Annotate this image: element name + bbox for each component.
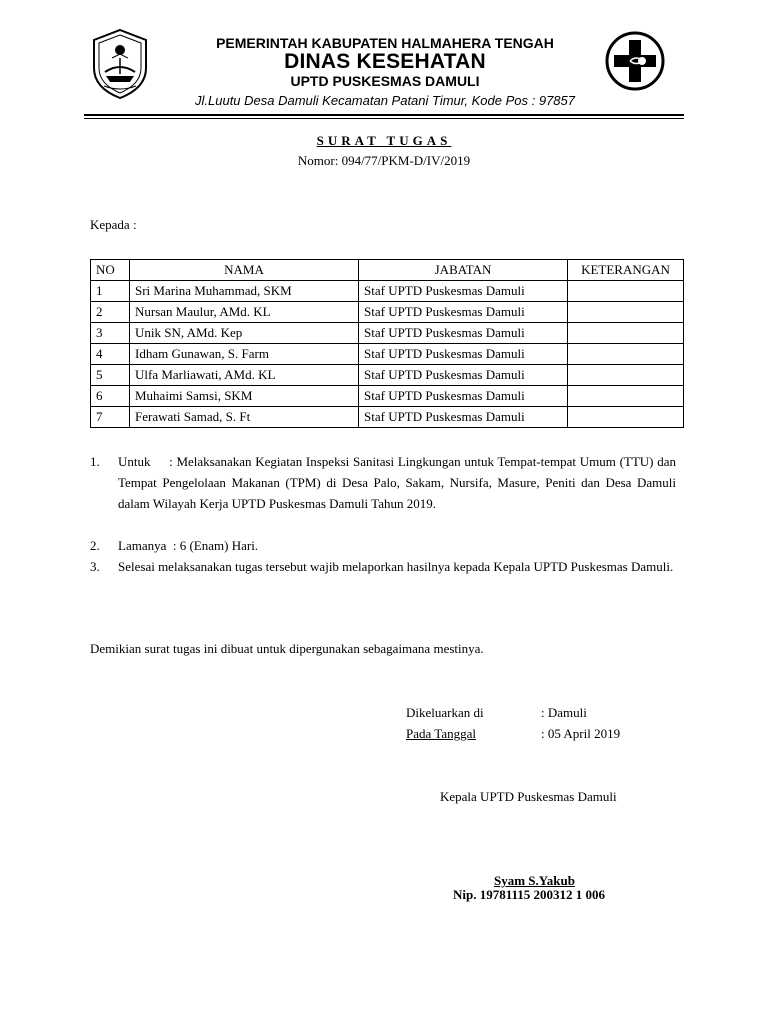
cell-jabatan: Staf UPTD Puskesmas Damuli bbox=[359, 344, 568, 365]
cell-keterangan bbox=[568, 323, 684, 344]
header-keterangan: KETERANGAN bbox=[568, 260, 684, 281]
cell-keterangan bbox=[568, 365, 684, 386]
list-item-number: 2. bbox=[90, 538, 100, 553]
list-item-text: Untuk : Melaksanakan Kegiatan Inspeksi Sanitasi Lingkungan untuk Tempat-tempat Umum (TTU) dan Tempat Pengelolaan Makanan (TPM) di Desa Palo, Sakam, Nursifa, Masure, Peniti dan Desa Damuli dalam Wilayah Kerja UPTD Puskesmas Damuli Tahun 2019. bbox=[118, 454, 680, 511]
cell-no: 1 bbox=[91, 281, 130, 302]
signer-nip: Nip. 19781115 200312 1 006 bbox=[453, 887, 606, 902]
table-header-row bbox=[91, 260, 684, 281]
header-nama: NAMA bbox=[130, 260, 359, 281]
letterhead-government: PEMERINTAH KABUPATEN HALMAHERA TENGAH bbox=[216, 35, 554, 51]
staff-table bbox=[90, 259, 684, 428]
signer-name: Syam S.Yakub bbox=[494, 873, 575, 888]
cell-jabatan: Staf UPTD Puskesmas Damuli bbox=[359, 281, 568, 302]
table-row bbox=[91, 365, 684, 386]
cell-keterangan bbox=[568, 344, 684, 365]
cell-nama: Nursan Maulur, AMd. KL bbox=[130, 302, 359, 323]
cell-no: 2 bbox=[91, 302, 130, 323]
addressee-label: Kepada : bbox=[90, 217, 137, 232]
closing-statement: Demikian surat tugas ini dibuat untuk dipergunakan sebagaimana mestinya. bbox=[90, 641, 484, 656]
cell-nama: Sri Marina Muhammad, SKM bbox=[130, 281, 359, 302]
list-item-text: Selesai melaksanakan tugas tersebut wajib melaporkan hasilnya kepada Kepala UPTD Puskesmas Damuli. bbox=[118, 559, 674, 574]
cell-no: 3 bbox=[91, 323, 130, 344]
cell-no: 4 bbox=[91, 344, 130, 365]
list-item bbox=[90, 535, 680, 556]
cell-nama: Ulfa Marliawati, AMd. KL bbox=[130, 365, 359, 386]
letterhead-unit: UPTD PUSKESMAS DAMULI bbox=[290, 73, 480, 89]
issued-date-label: Pada Tanggal bbox=[406, 726, 476, 741]
list-item-number: 1. bbox=[90, 454, 100, 469]
cell-no: 6 bbox=[91, 386, 130, 407]
letterhead-address: Jl.Luutu Desa Damuli Kecamatan Patani Timur, Kode Pos : 97857 bbox=[195, 93, 575, 108]
header-jabatan: JABATAN bbox=[359, 260, 568, 281]
letterhead-agency: DINAS KESEHATAN bbox=[284, 50, 486, 73]
cell-keterangan bbox=[568, 302, 684, 323]
cell-keterangan bbox=[568, 281, 684, 302]
header-no: NO bbox=[91, 260, 130, 281]
issued-date-value: : 05 April 2019 bbox=[541, 726, 621, 741]
cell-nama: Muhaimi Samsi, SKM bbox=[130, 386, 359, 407]
list-item-text: Lamanya : 6 (Enam) Hari. bbox=[118, 538, 259, 553]
cell-nama: Idham Gunawan, S. Farm bbox=[130, 344, 359, 365]
list-item bbox=[90, 451, 680, 535]
regency-emblem-icon bbox=[88, 28, 152, 100]
document-number: Nomor: 094/77/PKM-D/IV/2019 bbox=[297, 153, 471, 168]
letterhead-divider-thin bbox=[84, 118, 684, 119]
table-row bbox=[91, 302, 684, 323]
cell-nama: Ferawati Samad, S. Ft bbox=[130, 407, 359, 428]
table-row bbox=[91, 407, 684, 428]
list-item-number: 3. bbox=[90, 559, 100, 574]
health-cross-icon bbox=[604, 30, 666, 92]
cell-jabatan: Staf UPTD Puskesmas Damuli bbox=[359, 323, 568, 344]
document-title: SURAT TUGAS bbox=[316, 133, 452, 148]
issued-place-value: : Damuli bbox=[541, 705, 587, 720]
table-row bbox=[91, 323, 684, 344]
table-row bbox=[91, 281, 684, 302]
cell-jabatan: Staf UPTD Puskesmas Damuli bbox=[359, 302, 568, 323]
table-row bbox=[91, 344, 684, 365]
cell-jabatan: Staf UPTD Puskesmas Damuli bbox=[359, 365, 568, 386]
cell-no: 5 bbox=[91, 365, 130, 386]
cell-keterangan bbox=[568, 386, 684, 407]
issued-date-row bbox=[406, 726, 634, 742]
issued-place-label: Dikeluarkan di bbox=[406, 705, 484, 720]
cell-nama: Unik SN, AMd. Kep bbox=[130, 323, 359, 344]
signer-position: Kepala UPTD Puskesmas Damuli bbox=[440, 789, 617, 804]
cell-no: 7 bbox=[91, 407, 130, 428]
letterhead-divider bbox=[84, 114, 684, 116]
cell-keterangan bbox=[568, 407, 684, 428]
list-item bbox=[90, 556, 680, 598]
cell-jabatan: Staf UPTD Puskesmas Damuli bbox=[359, 407, 568, 428]
table-row bbox=[91, 386, 684, 407]
cell-jabatan: Staf UPTD Puskesmas Damuli bbox=[359, 386, 568, 407]
